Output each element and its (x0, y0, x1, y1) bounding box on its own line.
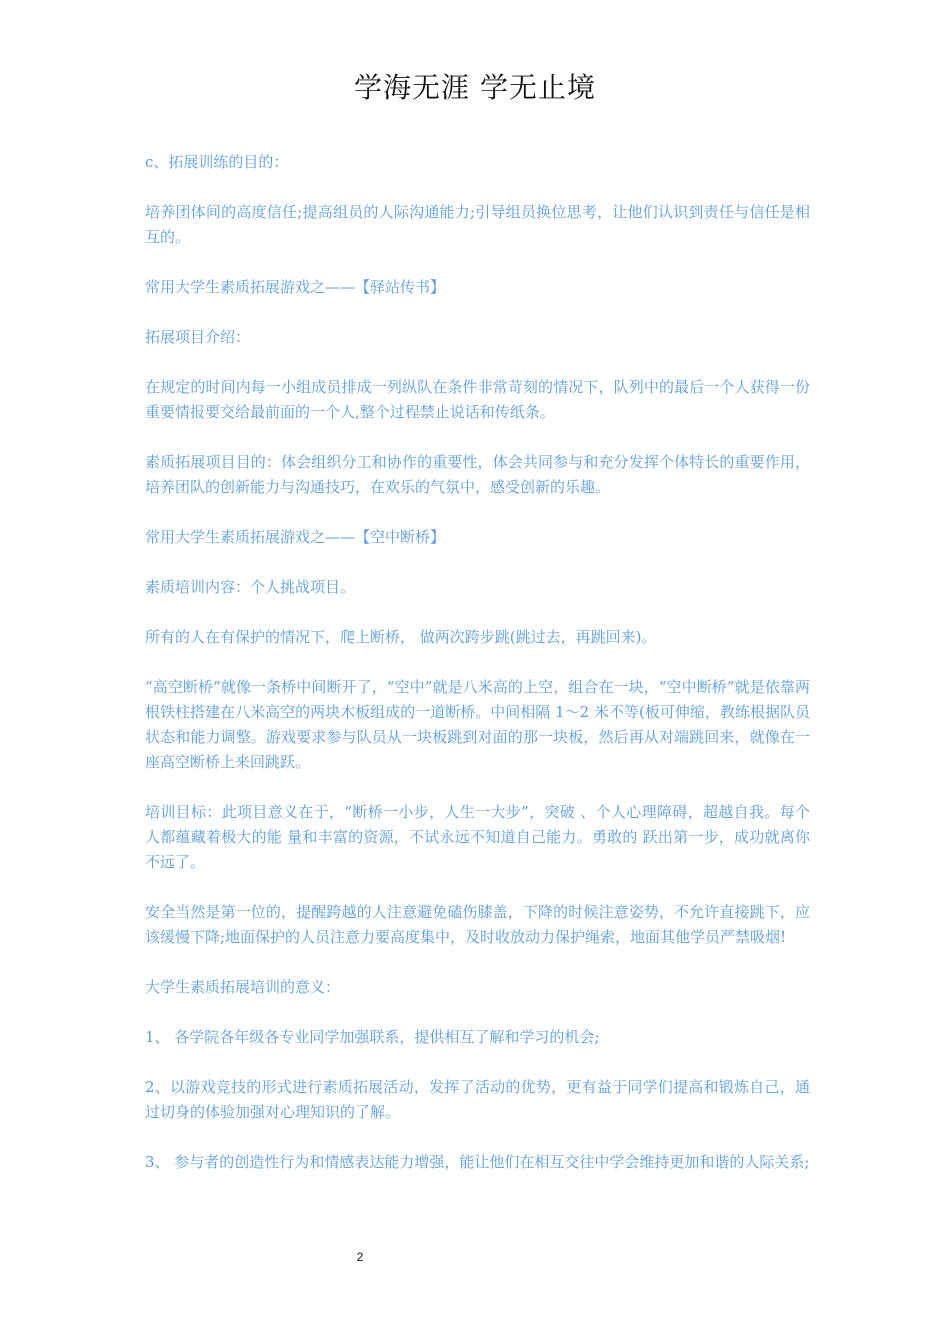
list-item-significance-1: 1、 各学院各年级各专业同学加强联系，提供相互了解和学习的机会; (145, 1028, 600, 1046)
paragraph-project-intro-label: 拓展项目介绍： (145, 328, 251, 346)
paragraph-bridge-description: “高空断桥”就像一条桥中间断开了，“空中”就是八米高的上空，组合在一块，“空中断桥”就是依靠两根铁柱搭建在八米高空的两块木板组成的一道断桥。中间相隔 1～2 米不等(板可伸缩，教练根据队员状态和能力调整。游戏要求参与队员从一块板跳到对面的那一块板，然后再从对端跳回来，就像在一座高空断桥上来回跳跃。 (145, 678, 810, 771)
paragraph-purpose-heading: c、拓展训练的目的： (145, 153, 289, 171)
paragraph-game-relay-heading: 常用大学生素质拓展游戏之——【驿站传书】 (145, 278, 446, 296)
paragraph-game-bridge-heading: 常用大学生素质拓展游戏之——【空中断桥】 (145, 528, 446, 546)
paragraph-purpose-body: 培养团体间的高度信任;提高组员的人际沟通能力;引导组员换位思考，让他们认识到责任与信任是相互的。 (145, 203, 810, 246)
page-header-title: 学海无涯 学无止境 (354, 71, 596, 104)
list-item-significance-3: 3、 参与者的创造性行为和情感表达能力增强，能让他们在相互交往中学会维持更加和谐的人际关系; (145, 1153, 810, 1171)
paragraph-project-goal: 素质拓展项目目的：体会组织分工和协作的重要性，体会共同参与和充分发挥个体特长的重要作用，培养团队的创新能力与沟通技巧，在欢乐的气氛中，感受创新的乐趣。 (145, 453, 810, 496)
paragraph-bridge-rule: 所有的人在有保护的情况下，爬上断桥， 做两次跨步跳(跳过去，再跳回来)。 (145, 628, 657, 646)
paragraph-project-intro-body: 在规定的时间内每一小组成员排成一列纵队在条件非常苛刻的情况下，队列中的最后一个人获得一份重要情报要交给最前面的一个人,整个过程禁止说话和传纸条。 (145, 378, 810, 421)
paragraph-training-content: 素质培训内容：个人挑战项目。 (145, 578, 356, 596)
page-number: 2 (356, 1250, 364, 1264)
list-item-significance-2: 2、以游戏竞技的形式进行素质拓展活动，发挥了活动的优势，更有益于同学们提高和锻炼自己，通过切身的体验加强对心理知识的了解。 (145, 1078, 810, 1121)
paragraph-significance-heading: 大学生素质拓展培训的意义： (145, 978, 341, 996)
paragraph-safety-notice: 安全当然是第一位的，提醒跨越的人注意避免磕伤膝盖，下降的时候注意姿势，不允许直接跳下，应该缓慢下降;地面保护的人员注意力要高度集中，及时收放动力保护绳索，地面其他学员严禁吸烟! (145, 903, 810, 946)
document-body (145, 150, 810, 1200)
paragraph-training-goal: 培训目标：此项目意义在于，“断桥一小步，人生一大步”，突破 、个人心理障碍，超越自我。每个人都蕴藏着极大的能 量和丰富的资源，不试永远不知道自己能力。勇敢的 跃出第一步，成功就离你不远了。 (145, 803, 810, 871)
